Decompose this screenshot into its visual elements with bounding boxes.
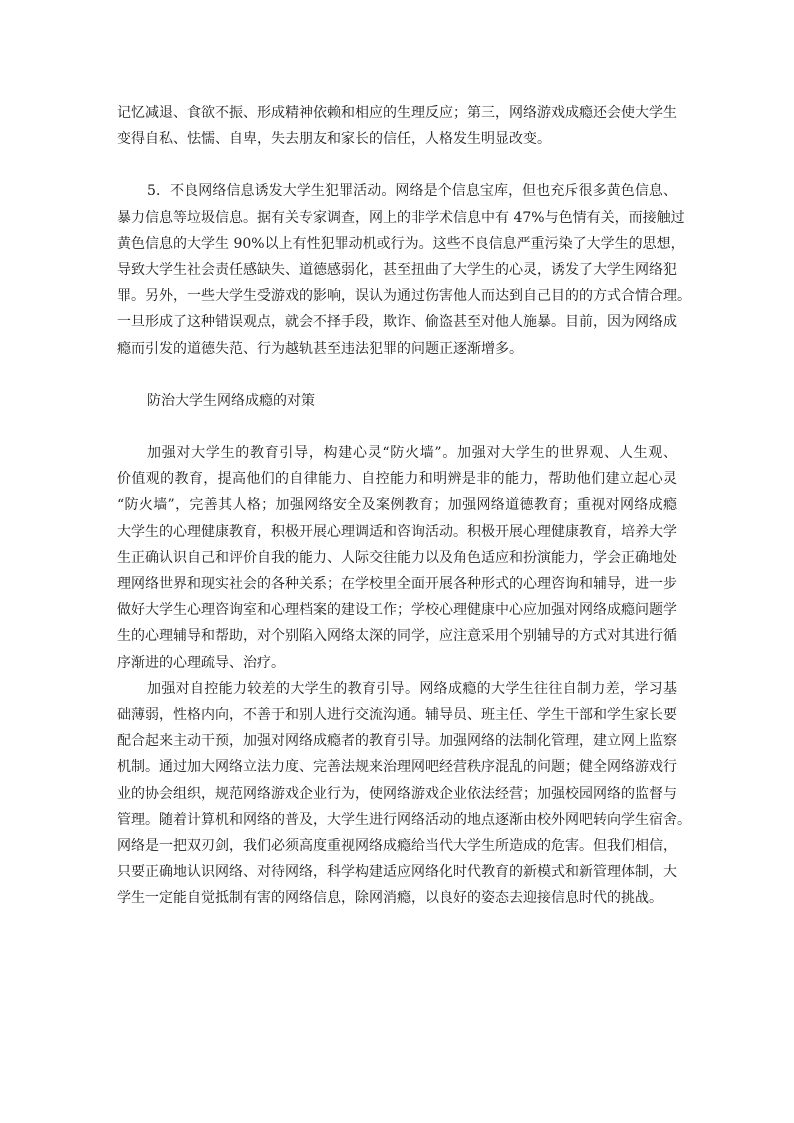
text-line: 业的协会组织，规范网络游戏企业行为，使网络游戏企业依法经营；加强校园网络的监督与 bbox=[117, 785, 677, 802]
text-line: 加强对大学生的教育引导，构建心灵“防火墙”。加强对大学生的世界观、人生观、 bbox=[147, 445, 677, 462]
text-line: 大学生的心理健康教育，积极开展心理调适和咨询活动。积极开展心理健康教育，培养大学 bbox=[117, 523, 677, 540]
text-line: 生正确认识自己和评价自我的能力、人际交往能力以及角色适应和扮演能力，学会正确地处 bbox=[117, 549, 677, 566]
text-line: 导致大学生社会责任感缺失、道德感弱化，甚至扭曲了大学生的心灵，诱发了大学生网络犯 bbox=[117, 262, 677, 279]
text-line: 暴力信息等垃圾信息。据有关专家调查，网上的非学术信息中有 47%与色情有关，而接触过 bbox=[117, 209, 685, 226]
text-line: 只要正确地认识网络、对待网络，科学构建适应网络化时代教育的新模式和新管理体制，大 bbox=[117, 864, 677, 881]
text-line: 记忆减退、食欲不振、形成精神依赖和相应的生理反应；第三，网络游戏成瘾还会使大学生 bbox=[117, 105, 677, 121]
text-line: 网络是一把双刃剑，我们必须高度重视网络成瘾给当代大学生所造成的危害。但我们相信， bbox=[117, 838, 677, 855]
text-line: 配合起来主动干预，加强对网络成瘾者的教育引导。加强网络的法制化管理，建立网上监察 bbox=[117, 733, 677, 750]
section-heading-countermeasures bbox=[117, 388, 677, 414]
text-line: 础薄弱，性格内向，不善于和别人进行交流沟通。辅导员、班主任、学生干部和学生家长要 bbox=[117, 707, 677, 724]
text-line: 变得自私、怯懦、自卑，失去朋友和家长的信任，人格发生明显改变。 bbox=[117, 131, 551, 148]
paragraph-education-firewall bbox=[117, 440, 677, 676]
text-line: “防火墙”，完善其人格；加强网络安全及案例教育；加强网络道德教育；重视对网络成瘾 bbox=[117, 497, 677, 514]
text-line: 学生一定能自觉抵制有害的网络信息，除网消瘾，以良好的姿态去迎接信息时代的挑战。 bbox=[117, 890, 663, 907]
text-line: 做好大学生心理咨询室和心理档案的建设工作；学校心理健康中心应加强对网络成瘾问题学 bbox=[117, 602, 677, 619]
text-line: 理网络世界和现实社会的各种关系；在学校里全面开展各种形式的心理咨询和辅导，进一步 bbox=[117, 576, 677, 593]
text-line: 机制。通过加大网络立法力度、完善法规来治理网吧经营秩序混乱的问题；健全网络游戏行 bbox=[117, 759, 677, 776]
text-line: 序渐进的心理疏导、治疗。 bbox=[117, 654, 285, 671]
text-line: 罪。另外，一些大学生受游戏的影响，误认为通过伤害他人而达到自己目的的方式合情合理。 bbox=[117, 288, 691, 305]
text-line: 黄色信息的大学生 90%以上有性犯罪动机或行为。这些不良信息严重污染了大学生的思想， bbox=[117, 235, 685, 252]
text-line: 一旦形成了这种错误观点，就会不择手段，欺诈、偷盗甚至对他人施暴。目前，因为网络成 bbox=[117, 314, 677, 331]
text-line: 管理。随着计算机和网络的普及，大学生进行网络活动的地点逐渐由校外网吧转向学生宿舍。 bbox=[117, 811, 691, 828]
text-line: 价值观的教育，提高他们的自律能力、自控能力和明辨是非的能力，帮助他们建立起心灵 bbox=[117, 471, 677, 488]
paragraph-crime-inducement bbox=[117, 178, 691, 361]
heading-text: 防治大学生网络成瘾的对策 bbox=[147, 392, 315, 409]
text-line: 生的心理辅导和帮助，对个别陷入网络太深的同学，应注意采用个别辅导的方式对其进行循 bbox=[117, 628, 677, 645]
paragraph-self-control-guidance bbox=[117, 676, 691, 912]
text-line: 加强对自控能力较差的大学生的教育引导。网络成瘾的大学生往往自制力差，学习基 bbox=[147, 680, 677, 697]
text-line: 5．不良网络信息诱发大学生犯罪活动。网络是个信息宝库，但也充斥很多黄色信息、 bbox=[147, 183, 677, 200]
paragraph-addiction-effects bbox=[117, 100, 677, 152]
document-page bbox=[117, 100, 691, 912]
text-line: 瘾而引发的道德失范、行为越轨甚至违法犯罪的问题正逐渐增多。 bbox=[117, 340, 523, 357]
